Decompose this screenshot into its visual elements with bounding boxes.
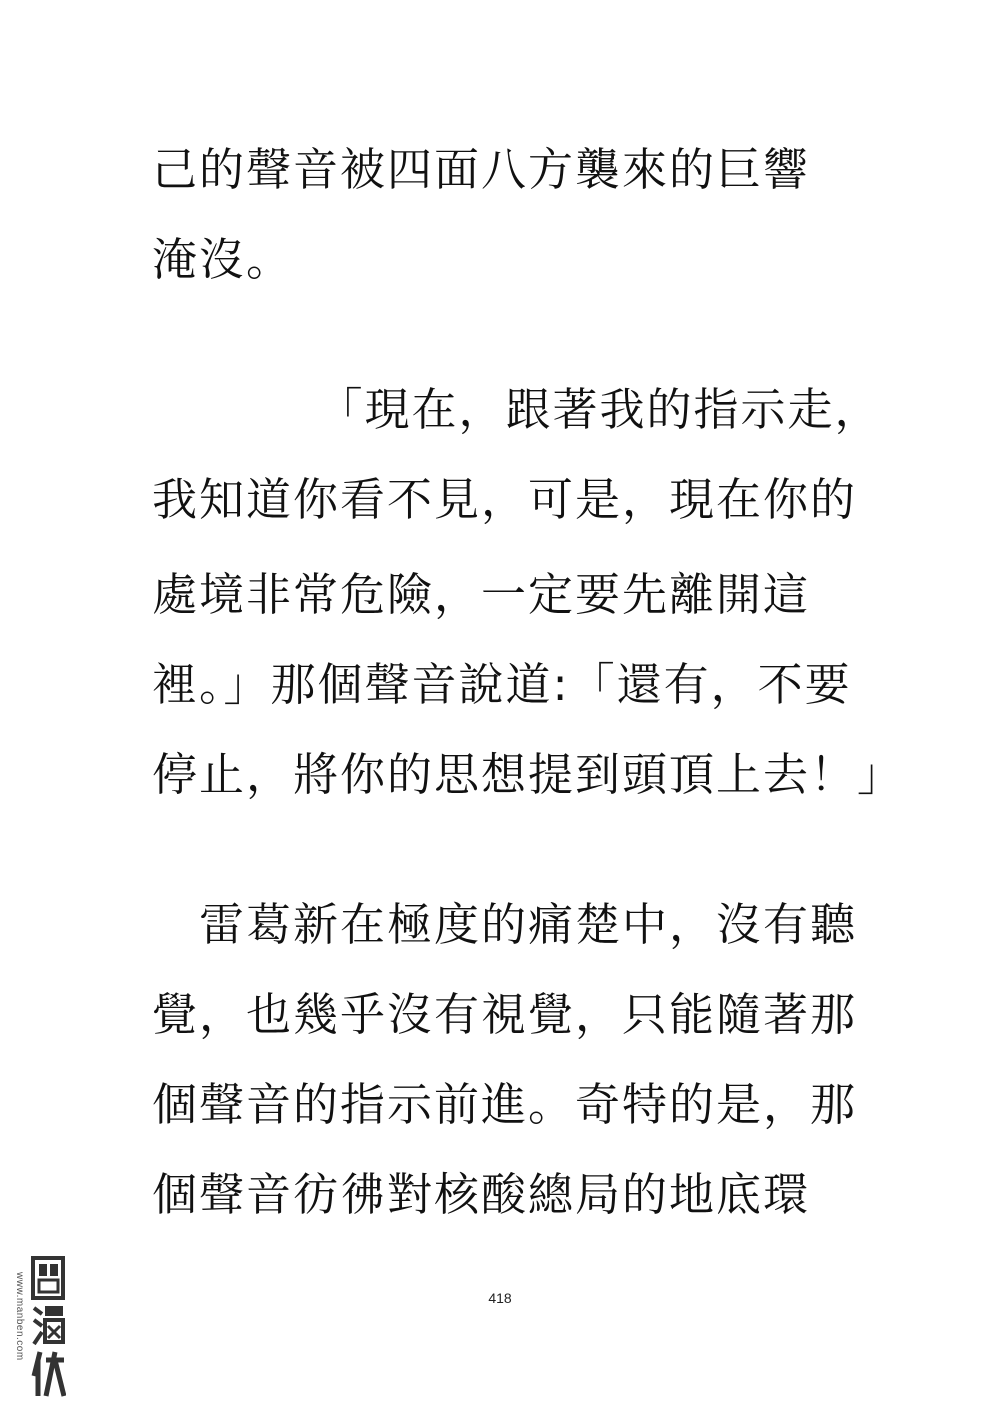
text-line-10: 個聲音的指示前進。奇特的是，那 [152, 1078, 858, 1131]
text-line-5: 處境非常危險，一定要先離開這 [152, 568, 811, 621]
text-line-7: 停止，將你的思想提到頭頂上去！」 [152, 748, 905, 801]
text-line-9: 覺，也幾乎沒有視覺，只能隨著那 [152, 988, 858, 1041]
text-line-1: 己的聲音被四面八方襲來的巨響 [152, 143, 811, 196]
manben-logo-icon [30, 1256, 66, 1400]
text-line-4: 我知道你看不見，可是，現在你的 [152, 473, 858, 526]
watermark-url: www.manben.com [14, 1272, 25, 1361]
watermark [6, 1252, 68, 1402]
text-line-2: 淹沒。 [152, 233, 294, 286]
text-line-11: 個聲音彷彿對核酸總局的地底環 [152, 1168, 811, 1221]
page-number: 418 [488, 1290, 512, 1306]
text-line-3: 「現在，跟著我的指示走， [152, 383, 882, 436]
text-line-8: 雷葛新在極度的痛楚中，沒有聽 [152, 898, 858, 951]
text-line-6: 裡。」那個聲音說道:「還有，不要 [152, 658, 852, 711]
